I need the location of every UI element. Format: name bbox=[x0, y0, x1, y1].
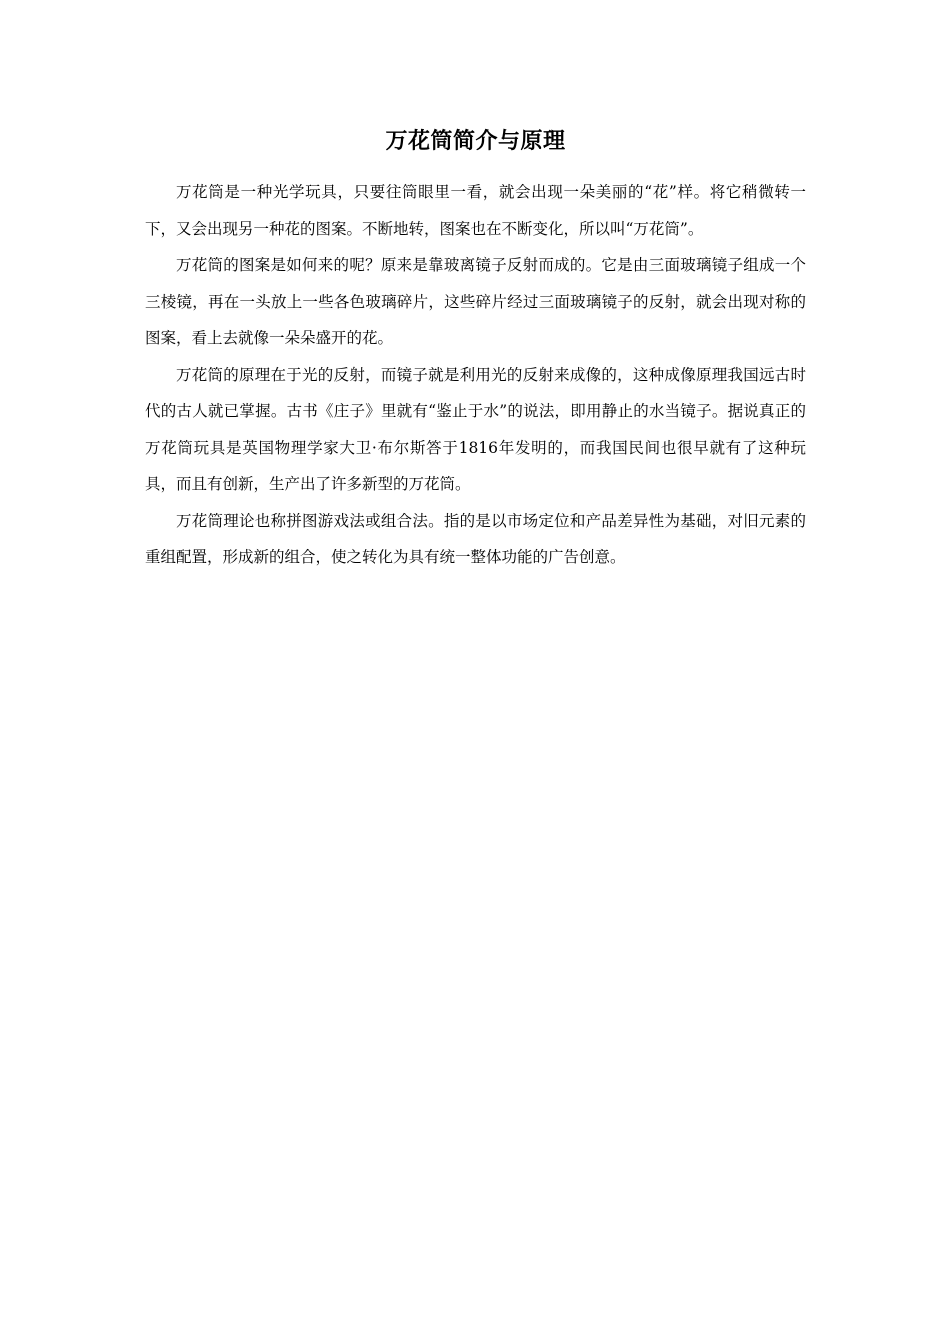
paragraph-intro: 万花筒是一种光学玩具，只要往筒眼里一看，就会出现一朵美丽的“花”样。将它稍微转一下，又会出现另一种花的图案。不断地转，图案也在不断变化，所以叫“万花筒”。 bbox=[145, 183, 806, 238]
paragraph-theory: 万花筒理论也称拼图游戏法或组合法。指的是以市场定位和产品差异性为基础，对旧元素的重组配置，形成新的组合，使之转化为具有统一整体功能的广告创意。 bbox=[145, 511, 806, 566]
paragraph-pattern-origin: 万花筒的图案是如何来的呢？原来是靠玻离镜子反射而成的。它是由三面玻璃镜子组成一个三棱镜，再在一头放上一些各色玻璃碎片，这些碎片经过三面玻璃镜子的反射，就会出现对称的图案，看上去就像一朵朵盛开的花。 bbox=[145, 256, 806, 347]
paragraph-principle-history: 万花筒的原理在于光的反射，而镜子就是利用光的反射来成像的，这种成像原理我国远古时代的古人就已掌握。古书《庄子》里就有“鉴止于水”的说法，即用静止的水当镜子。据说真正的万花筒玩具是英国物理学家大卫·布尔斯答于1816年发明的，而我国民间也很早就有了这种玩具，而且有创新，生产出了许多新型的万花筒。 bbox=[145, 365, 806, 493]
document-page bbox=[145, 122, 806, 576]
document-title: 万花筒简介与原理 bbox=[385, 129, 566, 154]
